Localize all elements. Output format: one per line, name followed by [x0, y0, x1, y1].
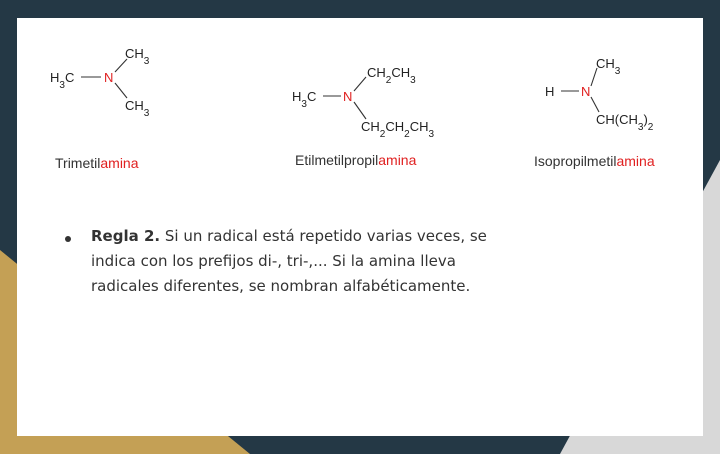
caption-prefix: Trimetil [55, 155, 101, 171]
caption-highlight: amina [378, 152, 417, 168]
bond-bottom [354, 102, 366, 119]
rule-title: Regla 2. [91, 227, 161, 245]
group-left: $H_3C$ [292, 89, 317, 110]
bond-bottom [591, 97, 599, 112]
caption-prefix: Etilmetilpropil [295, 152, 379, 168]
bond-bottom [115, 83, 127, 98]
atom-n: N [104, 70, 114, 85]
atom-n: N [581, 84, 591, 99]
caption-trimetilamina [55, 155, 139, 171]
bullet-dot [65, 236, 71, 242]
molecule-isopropilmetilamina [541, 54, 691, 144]
group-left: H [545, 84, 555, 99]
caption-highlight: amina [616, 153, 655, 169]
molecule-trimetilamina [45, 46, 185, 126]
group-top: $CH_3$ [125, 46, 150, 67]
caption-prefix: Isopropilmetil [534, 153, 617, 169]
caption-isopropilmetilamina [534, 153, 655, 169]
group-bottom: $CH_2CH_2CH_3$ [361, 119, 435, 140]
caption-etilmetilpropilamina [295, 152, 416, 168]
molecule-etilmetilpropilamina [289, 62, 469, 152]
atom-n: N [343, 89, 353, 104]
rule-paragraph [91, 224, 511, 299]
caption-highlight: amina [100, 155, 139, 171]
bond-top [354, 77, 366, 91]
group-bottom: $CH_3$ [125, 98, 150, 119]
group-top: $CH_3$ [596, 56, 621, 77]
group-bottom: $CH(CH_3)_2$ [596, 112, 654, 133]
group-top: $CH_2CH_3$ [367, 65, 416, 86]
rule-text: Si un radical está repetido varias veces, se indica con los prefijos di-, tri-,... Si la amina lleva radicales diferentes, se nombran alfabéticamente. [91, 227, 487, 295]
group-left: $H_3C$ [50, 70, 75, 91]
slide [17, 18, 703, 436]
